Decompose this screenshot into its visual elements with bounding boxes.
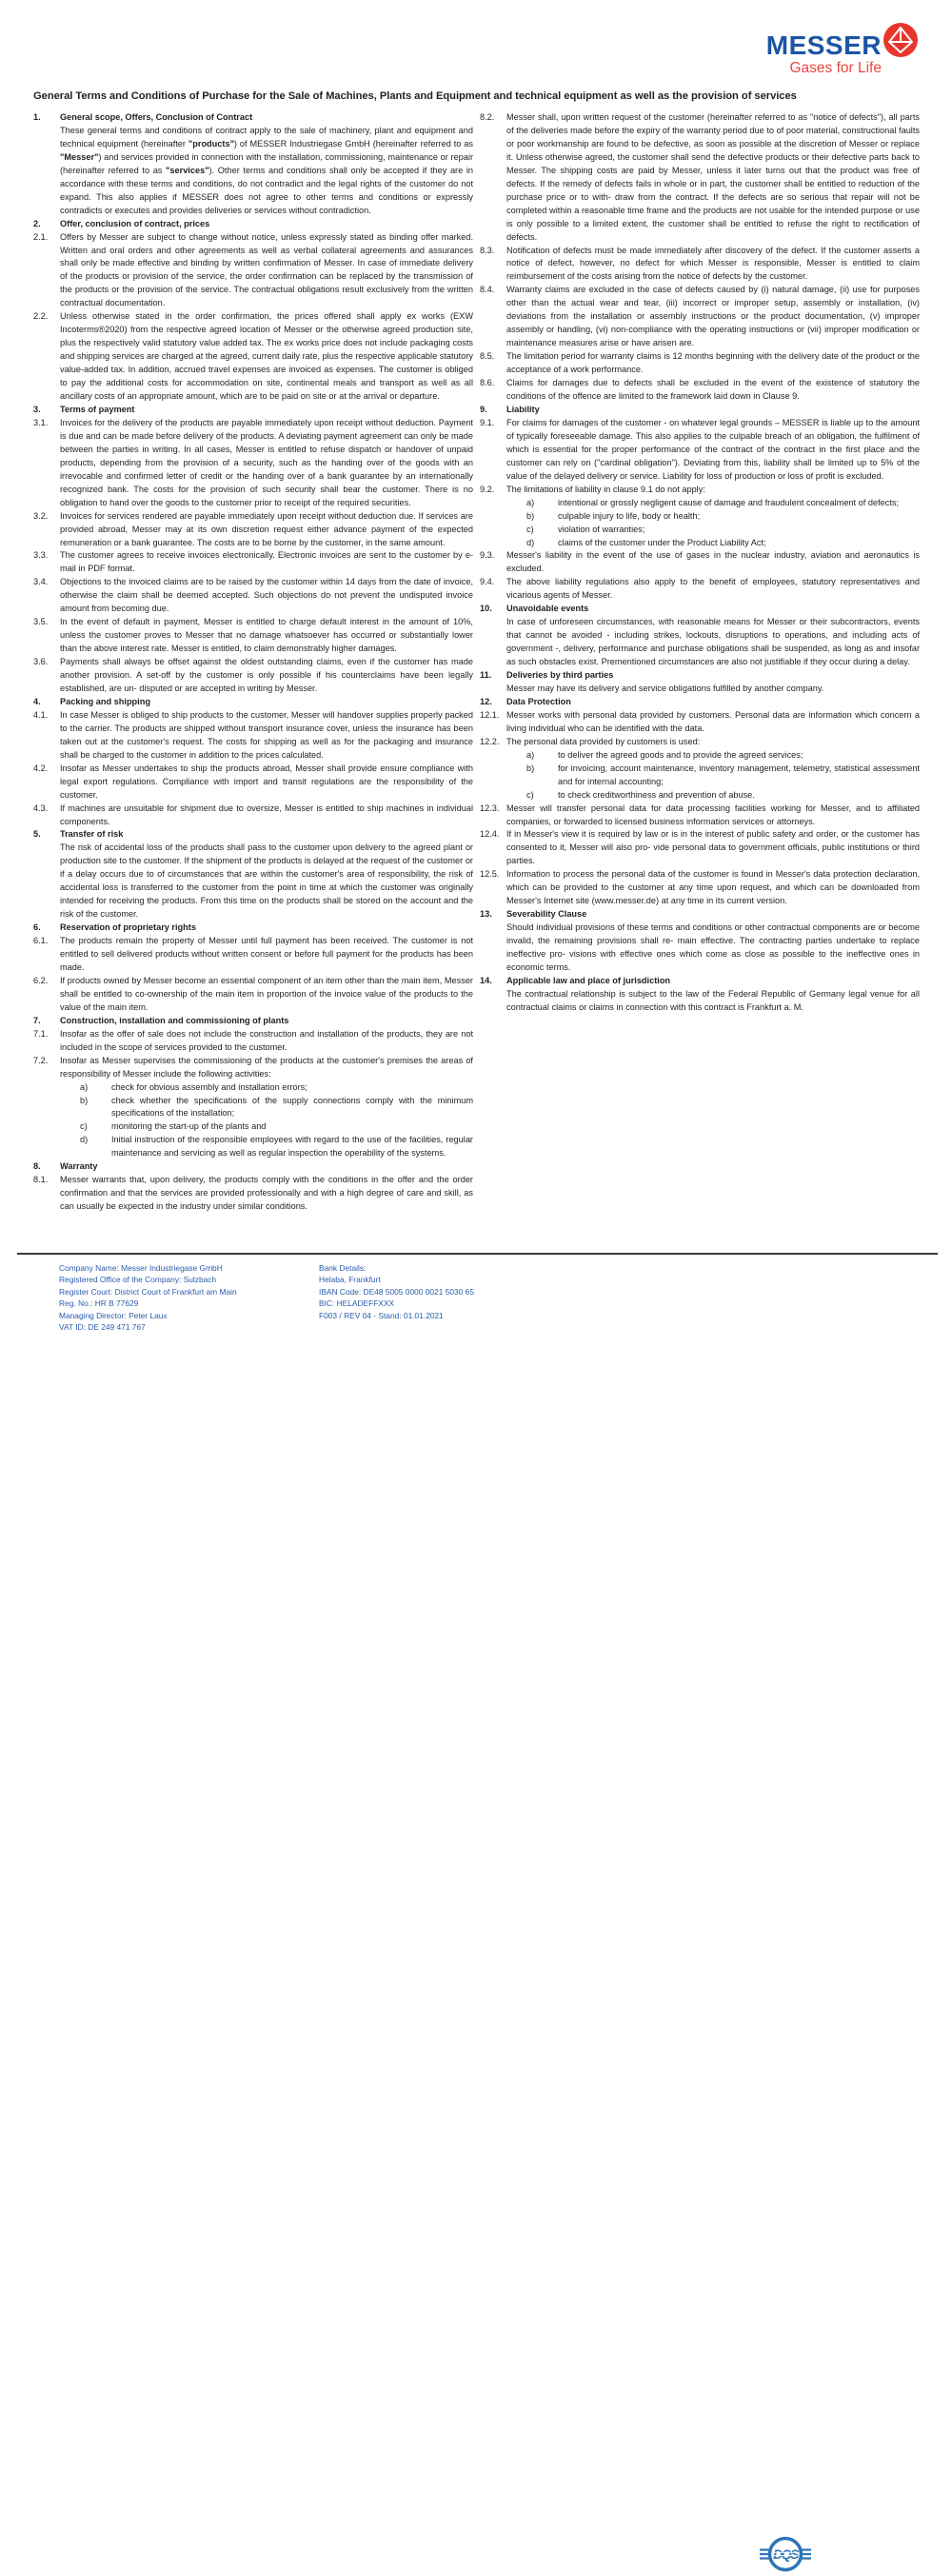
sub-item	[480, 749, 920, 763]
clause	[33, 417, 473, 510]
clause-number: 9.1.	[480, 417, 495, 427]
clause-text: monitoring the start-up of the plants and	[111, 1121, 267, 1132]
section-heading	[33, 696, 473, 709]
clause	[33, 616, 473, 656]
clause	[480, 549, 920, 576]
clause	[480, 284, 920, 350]
clause-number: 7.	[33, 1015, 41, 1025]
clause-number: 6.2.	[33, 975, 49, 985]
footer-company-line: Registered Office of the Company: Sulzbach	[59, 1275, 217, 1285]
clause-number: 4.	[33, 696, 41, 706]
clause	[33, 310, 473, 404]
clause	[33, 231, 473, 311]
clause-text: Offers by Messer are subject to change without notice, unless expressly stated as binding offer marked. Written and oral orders and other agreements as well as verbal collateral agreements and assurances shall only be made effective and binding by written confirmation of Messer. In case of immediate delivery of the products or provision of the service, the order confirmation can be replaced by the transmission of the products or the provision of the service. The contractual obligations result exclusively from the written contractual documentation.	[60, 231, 473, 308]
clause-number: 4.3.	[33, 803, 49, 813]
footer-company-line: Reg. No.: HR B 77629	[59, 1298, 139, 1309]
clause-text: Insofar as Messer undertakes to ship the products abroad, Messer shall provide ensure compliance with legal export regulations. Compliance with import and transit regulations are the responsibility of the customer.	[60, 763, 473, 800]
section-title: Warranty	[60, 1161, 98, 1172]
section-heading	[33, 1160, 473, 1174]
section-title: Packing and shipping	[60, 696, 150, 706]
footer-company-line: Managing Director: Peter Laux	[59, 1310, 168, 1320]
clause-text: to deliver the agreed goods and to provide the agreed services;	[558, 749, 803, 760]
clause-text: If in Messer's view it is required by law or is in the interest of public safety and order, or the customer has consented to it, Messer will also pro- vide personal data to government officials, public institutions or third parties.	[506, 829, 920, 866]
section-title: Applicable law and place of jurisdiction	[506, 975, 671, 985]
clause-number: 4.2.	[33, 763, 49, 773]
section-title: Construction, installation and commissioning of plants	[60, 1015, 289, 1025]
section-title: Reservation of proprietary rights	[60, 922, 196, 933]
section-heading	[33, 218, 473, 231]
clause	[480, 245, 920, 285]
logo-tagline: Gases for Life	[789, 60, 882, 76]
section-title: Data Protection	[506, 696, 571, 706]
clause-text: Initial instruction of the responsible employees with regard to the use of the facilities, regular maintenance and servicing as well as regular inspection the operability of the systems.	[111, 1135, 473, 1159]
clause-text: Messer shall, upon written request of the customer (hereinafter referred to as "notice of defects"), all parts of the deliveries made before the expiry of the warranty period due to of poor material, constructional faults or poor workmanship are found to be defective, as soon as possible at the discretion of Messer or replace it. Unless otherwise agreed, the customer shall send the defective products or their defective parts back to Messer. The shipping costs are paid by Messer, unless it later turns out that the product was free of defects. If the remedy of defects fails in whole or in part, the customer shall be entitled to reduction of the purchase price or to with- draw from the contract. If the defects are so serious that repair will not be completed within a reasonable time frame and the products are not usable for the intended purpose or use is only possible to a limited extent, the customer shall be entitled to refuse the right to rectification of defects.	[506, 112, 920, 242]
clause	[480, 377, 920, 404]
clause-number: 3.2.	[33, 510, 49, 521]
footer-bank-line: Helaba, Frankfurt	[319, 1275, 381, 1285]
clause-text: for invoicing, account maintenance, inventory management, telemetry, statistical assessment and for internal accounting;	[558, 763, 920, 786]
clause-text: Payments shall always be offset against the oldest outstanding claims, even if the customer has made another provision. A set-off by the customer is only possible if his counterclaims have been legally established, are un- disputed or are accepted in writing by Messer.	[60, 657, 473, 693]
clause-number: 8.4.	[480, 285, 495, 295]
clause-text: Messer's liability in the event of the use of gases in the nuclear industry, aviation and aeronautics is excluded.	[506, 550, 920, 574]
sub-item-label: b)	[80, 1095, 89, 1105]
clause-text: claims of the customer under the Product Liability Act;	[558, 537, 766, 547]
section-heading	[480, 404, 920, 417]
clause-number: 9.3.	[480, 550, 495, 561]
sub-item	[480, 510, 920, 524]
clause	[33, 576, 473, 616]
footer-company-line: VAT ID: DE 249 471 767	[59, 1322, 146, 1333]
clause	[480, 417, 920, 484]
clause	[480, 111, 920, 245]
clause	[480, 828, 920, 868]
svg-text:DQS: DQS	[773, 2546, 798, 2562]
section-heading	[480, 603, 920, 616]
clause	[33, 125, 473, 218]
clause	[33, 1055, 473, 1081]
column-left	[33, 111, 473, 1214]
clause-number: 6.1.	[33, 936, 49, 946]
sub-item-label: b)	[526, 510, 535, 521]
clause-text: These general terms and conditions of contract apply to the sale of machinery, plant and equipment and technical equipment (hereinafter "products") of MESSER Industriegase GmbH (hereinafter referred to as "Messer") and services provided in connection with the installation, commissioning, maintenance or repair (hereinafter referred to as "services"). Other terms and conditions shall only be accepted if they are in accordance with these terms and conditions, do not contradict and the legal rights of the customer do not expand. This also applies if MESSER does not agree to other terms and conditions or expressly contradicts or executes and provides deliveries or services without contradiction.	[60, 125, 473, 215]
clause-number: 8.3.	[480, 245, 495, 255]
clause-number: 5.	[33, 829, 41, 840]
clause-number: 12.5.	[480, 869, 500, 880]
clause-number: 13.	[480, 909, 492, 920]
clause-number: 7.1.	[33, 1028, 49, 1039]
clause-number: 12.	[480, 696, 492, 706]
clause	[480, 683, 920, 696]
sub-item	[480, 789, 920, 803]
sub-item	[480, 537, 920, 550]
clause-number: 11.	[480, 670, 492, 681]
section-heading	[480, 908, 920, 921]
sub-item	[480, 524, 920, 537]
clause-text: The risk of accidental loss of the products shall pass to the customer upon delivery to the agreed plant or production site to the customer. If the shipment of the products is delayed at the request of the customer or if a delay occurs due to of circumstances that are within the customer's area of responsibility, the risk of accidental loss is transferred to the customer from the point in time at which the customer was originally intended for receiving the products. From this time on the products shall be stored on the account and the risk of the customer.	[60, 842, 473, 920]
clause	[480, 709, 920, 736]
clause-number: 3.6.	[33, 657, 49, 667]
section-title: General scope, Offers, Conclusion of Contract	[60, 112, 253, 122]
clause-text: Messer may have its delivery and service obligations fulfilled by another company.	[506, 683, 824, 693]
clause-text: For claims for damages of the customer - on whatever legal grounds – MESSER is liable up to the amount of typically foreseeable damage. This also applies to the culpable breach of an obligation, the fulfilment of which is essential for the proper performance of the contract of the contract in the first place and the customer can rely on ("cardinal obligation"). Deviating from this, liability shall be limited up to 5% of the value of the delayed delivery or service. Liability for loss of production or loss of profit is excluded.	[506, 417, 920, 481]
clause	[480, 484, 920, 497]
clause-number: 4.1.	[33, 709, 49, 720]
section-title: Severability Clause	[506, 909, 587, 920]
clause-text: Unless otherwise stated in the order confirmation, the prices offered shall apply ex works (EXW Incoterms®2020) from the respective agreed location of Messer or the otherwise agreed production site, plus the respectively valid statutory value added tax. The ex works price does not include packaging costs and shipping services are charged at the agreed, current daily rate, plus the respective applicable statutory value-added tax. In addition, accrued travel expenses are invoiced as expenses. The customer is obliged to pay the additional costs for accommodation on site, continental meals and transport as well as all ancillary costs of an appropriate amount, which are to be paid on site or at the arrival or departure.	[60, 311, 473, 402]
clause	[480, 803, 920, 829]
clause-text: Objections to the invoiced claims are to be raised by the customer within 14 days from the date of invoice, otherwise the claim shall be deemed accepted. Such objections do not prevent the undisputed invoice amount from becoming due.	[60, 577, 473, 614]
clause-number: 2.1.	[33, 231, 49, 242]
clause	[33, 1174, 473, 1214]
section-heading	[33, 111, 473, 125]
clause-text: The products remain the property of Messer until full payment has been received. The customer is not entitled to sell delivered products without written consent or before full payment for the products has been made.	[60, 936, 473, 972]
clause-number: 12.2.	[480, 736, 500, 746]
document-title: General Terms and Conditions of Purchase for the Sale of Machines, Plants and Equipment and technical equipment as well as the provision of services	[33, 90, 797, 102]
clause-text: The above liability regulations also apply to the benefit of employees, statutory representatives and vicarious agents of Messer.	[506, 577, 920, 601]
section-heading	[33, 1015, 473, 1028]
clause	[480, 350, 920, 377]
clause-number: 3.	[33, 404, 41, 414]
footer-bank-line: F003 / REV 04 - Stand: 01.01.2021	[319, 1310, 444, 1320]
section-heading	[33, 828, 473, 842]
clause-number: 8.1.	[33, 1175, 49, 1185]
sub-item-label: a)	[526, 749, 535, 760]
clause-text: The limitation period for warranty claims is 12 months beginning with the delivery date of the product or the acceptance of a work performance.	[506, 351, 920, 375]
clause-text: Insofar as Messer supervises the commissioning of the products at the customer's premises the areas of responsibility of Messer include the following activities:	[60, 1055, 473, 1079]
clause	[33, 975, 473, 1015]
clause	[480, 616, 920, 669]
section-heading	[480, 696, 920, 709]
clause-text: Claims for damages due to defects shall be excluded in the event of the existence of statutory the conditions of the offence are limited to the framework laid down in Clause 9.	[506, 378, 920, 402]
section-title: Terms of payment	[60, 404, 135, 414]
clause-text: Messer will transfer personal data for data processing facilities working for Messer, and to affiliated companies, or forwarded to licensed business information services or attorneys.	[506, 803, 920, 826]
sub-item	[33, 1120, 473, 1134]
clause-text: In the event of default in payment, Messer is entitled to charge default interest in the amount of 10%, unless the customer proves to Messer that no damage whatsoever has occurred or substantially lower than the above interest rate. Messer is entitled, to claim demonstrably higher damages.	[60, 617, 473, 654]
sub-item-label: a)	[526, 497, 535, 507]
clause-number: 2.2.	[33, 311, 49, 322]
clause	[33, 656, 473, 696]
clause	[33, 935, 473, 975]
section-title: Deliveries by third parties	[506, 670, 614, 681]
messer-wordmark: MESSER	[765, 30, 882, 60]
clause	[480, 988, 920, 1015]
footer-bank-block	[319, 1262, 474, 1321]
clause-number: 6.	[33, 922, 41, 933]
clause-text: check whether the specifications of the supply connections comply with the minimum specifications of the installation;	[111, 1095, 473, 1119]
clause-number: 8.2.	[480, 112, 495, 122]
footer-bank-line: BIC: HELADEFFXXX	[319, 1298, 395, 1309]
sub-item-label: c)	[526, 789, 534, 800]
section-heading	[480, 669, 920, 683]
clause-number: 2.	[33, 218, 41, 228]
sub-item-label: a)	[80, 1081, 89, 1092]
dqs-certification-seal-icon	[759, 2534, 812, 2576]
footer-divider	[17, 1253, 938, 1255]
clause-text: check for obvious assembly and installation errors;	[111, 1081, 307, 1092]
clause-text: The customer agrees to receive invoices electronically. Electronic invoices are sent to the customer by e-mail in PDF format.	[60, 550, 473, 574]
clause-number: 14.	[480, 975, 492, 985]
clause-text: Information to process the personal data of the customer is found in Messer's data protection declaration, which can be provided to the customer at any time upon request, and which can be downloaded from Messer's Internet site (www.messer.de) at any time in its current version.	[506, 869, 920, 906]
clause	[33, 803, 473, 829]
messer-emblem-icon	[883, 23, 918, 57]
sub-item-label: c)	[526, 524, 534, 534]
section-title: Transfer of risk	[60, 829, 124, 840]
clause-number: 9.4.	[480, 577, 495, 587]
clause-number: 1.	[33, 112, 41, 122]
sub-item-label: c)	[80, 1121, 88, 1132]
clause-number: 8.6.	[480, 378, 495, 388]
clause-number: 12.4.	[480, 829, 500, 840]
clause	[33, 763, 473, 803]
clause-text: violation of warranties;	[558, 524, 645, 534]
footer-bank-line: IBAN Code: DE48 5005 0000 0021 5030 65	[319, 1286, 474, 1297]
clause-text: Invoices for the delivery of the products are payable immediately upon receipt without deduction. Payment is due and can be made before delivery of the products. A deviating payment agreement can only be made between the parties in writing. In all cases, Messer is entitled to refuse dispatch or handover of unpaid products, depending from the provision of a security, such as the handing over of the goods with an irrevocable and confirmed letter of credit or the handing over of a bank guarantee by an internationally recognized bank. The costs for the provision of such security shall bear the customer. There is no obligation to hand over the goods to the customer prior to receipt of the required securities.	[60, 417, 473, 507]
clause-number: 8.	[33, 1161, 41, 1172]
sub-item	[33, 1095, 473, 1121]
clause-text: Should individual provisions of these terms and conditions or other contractual components are or become invalid, the remaining provisions shall re- main effective. The contracting parties undertake to replace ineffective pro- visions with effective ones which come as close as possible to the ineffective ones in economic terms.	[506, 922, 920, 972]
clause-text: Invoices for services rendered are payable immediately upon receipt without deduction due. If services are provided abroad, Messer may at its own discretion request either advance payment of the expected remuneration or a bank guarantee. The costs are to be borne by the customer, in the same amount.	[60, 510, 473, 547]
section-title: Offer, conclusion of contract, prices	[60, 218, 210, 228]
footer-bank-line: Bank Details:	[319, 1263, 367, 1273]
section-title: Unavoidable events	[506, 604, 589, 614]
section-title: Liability	[506, 404, 540, 414]
messer-logo	[766, 23, 918, 77]
clause-text: Insofar as the offer of sale does not include the construction and installation of the products, they are not included in the scope of services provided to the customer.	[60, 1028, 473, 1052]
clause-text: The limitations of liability in clause 9.1 do not apply:	[506, 484, 705, 494]
clause-text: In case Messer is obliged to ship products to the customer, Messer will handover supplies properly packed to the carrier. The products are shipped without transport insurance cover, unless the insurance has been taken out at the customer's request. The costs for shipping as well as for the packaging and insurance shall be charged to the customer in addition to the prices calculated.	[60, 709, 473, 760]
clause	[33, 842, 473, 921]
clause-number: 3.3.	[33, 550, 49, 561]
clause-text: Messer works with personal data provided by customers. Personal data are information which concern a living individual who can be identified with the data.	[506, 709, 920, 733]
clause-number: 7.2.	[33, 1055, 49, 1065]
clause-text: In case of unforeseen circumstances, with reasonable means for Messer or their subcontractors, events that cannot be avoided - including strikes, lockouts, disruptions to operations, and including acts of government -, delivery, performance and purchase obligations shall be suspended, as long as and insofar as such obstacles exist. Prementioned circumstances are also not justifiable if they occur during a delay.	[506, 617, 920, 667]
clause-number: 12.3.	[480, 803, 500, 813]
clause-text: If machines are unsuitable for shipment due to oversize, Messer is entitled to ship machines in individual components.	[60, 803, 473, 826]
clause-text: Messer warrants that, upon delivery, the products comply with the conditions in the offer and the order confirmation and that the services are provided professionally and with a high degree of care and skill, as can usually be expected in the industry under similar conditions.	[60, 1175, 473, 1212]
clause-text: Warranty claims are excluded in the case of defects caused by (i) natural damage, (ii) use for purposes other than the actual wear and tear, (iii) incorrect or improper setup, assembly or installation, (iv) deviations from the installation or assembly instructions or the product documentation, (v) improper assembly or handling, (vi) non-compliance with the operating instructions or (vii) improper modification or maintenance measures arise or have arisen are.	[506, 285, 920, 348]
clause-number: 10.	[480, 604, 492, 614]
clause	[480, 736, 920, 749]
clause	[480, 576, 920, 603]
footer-company-line: Register Court: District Court of Frankfurt am Main	[59, 1286, 237, 1297]
sub-item-label: d)	[80, 1135, 89, 1145]
footer-company-block	[59, 1262, 237, 1333]
clause	[33, 1028, 473, 1055]
clause-number: 9.	[480, 404, 487, 414]
clause	[480, 868, 920, 908]
section-heading	[33, 404, 473, 417]
clause	[33, 510, 473, 550]
clause-text: intentional or grossly negligent cause of damage and fraudulent concealment of defects;	[558, 497, 900, 507]
sub-item	[33, 1134, 473, 1160]
clause-text: to check creditworthiness and prevention of abuse.	[558, 789, 755, 800]
section-heading	[480, 975, 920, 988]
clause-number: 3.4.	[33, 577, 49, 587]
sub-item	[480, 763, 920, 789]
section-heading	[33, 921, 473, 935]
clause-number: 9.2.	[480, 484, 495, 494]
clause-number: 3.1.	[33, 417, 49, 427]
sub-item	[480, 497, 920, 510]
clause	[33, 549, 473, 576]
clause-text: Notification of defects must be made immediately after discovery of the defect. If the customer asserts a notice of defect, however, no defect for which Messer is responsible, Messer is entitled to claim reimbursement of the costs arising from the notice of defects by the customer.	[506, 245, 920, 282]
clause	[480, 921, 920, 975]
clause-number: 3.5.	[33, 617, 49, 627]
footer-company-line: Company Name: Messer Industriegase GmbH	[59, 1263, 223, 1273]
clause-text: culpable injury to life, body or health;	[558, 510, 701, 521]
clause-number: 8.5.	[480, 351, 495, 362]
clause-text: The personal data provided by customers is used:	[506, 736, 701, 746]
clause-number: 12.1.	[480, 709, 500, 720]
column-right	[480, 111, 920, 1214]
terms-columns	[33, 111, 919, 1214]
clause-text: The contractual relationship is subject to the law of the Federal Republic of Germany legal venue for all contractual claims or claims in connection with this contract is Frankfurt a. M.	[506, 988, 920, 1012]
clause	[33, 709, 473, 763]
sub-item	[33, 1081, 473, 1095]
sub-item-label: b)	[526, 763, 535, 773]
sub-item-label: d)	[526, 537, 535, 547]
clause-text: If products owned by Messer become an essential component of an item other than the main item, Messer shall be entitled to co-ownership of the main item in proportion of the invoice value of the products to the value of the main item.	[60, 975, 473, 1012]
